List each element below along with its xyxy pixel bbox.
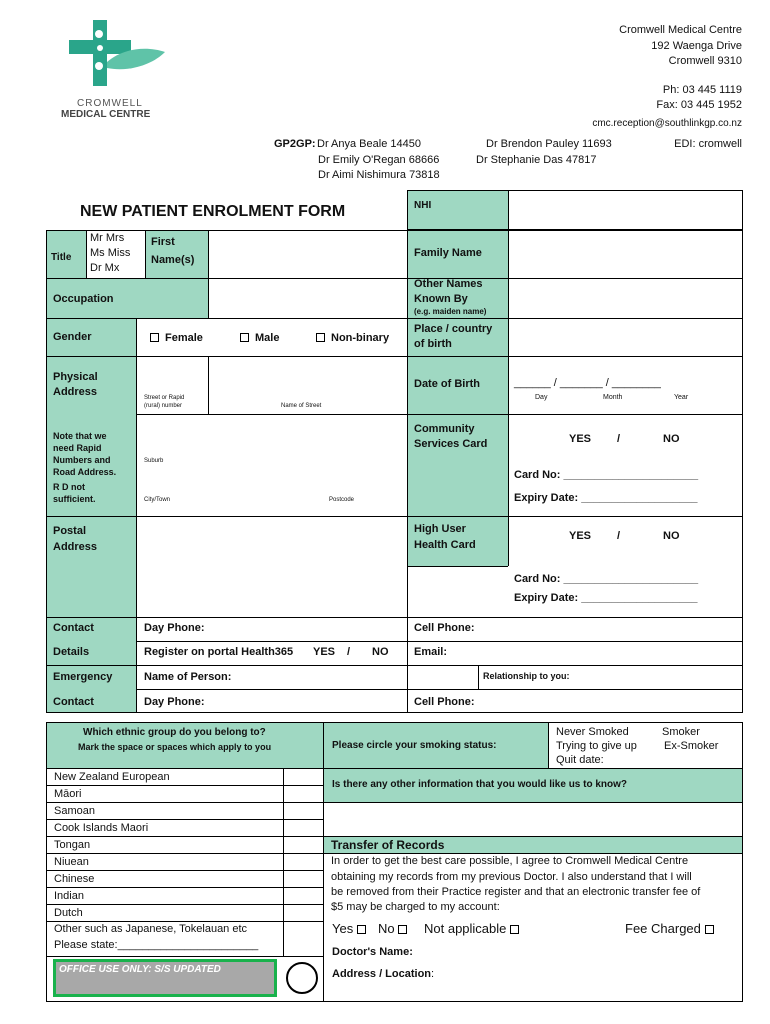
- maiden-hint: (e.g. maiden name): [414, 307, 487, 316]
- relationship-label[interactable]: Relationship to you:: [483, 671, 570, 681]
- first-name-input[interactable]: [210, 232, 405, 276]
- other-info-input[interactable]: [324, 803, 742, 835]
- gender-male[interactable]: Male: [240, 332, 279, 345]
- gender-female[interactable]: Female: [150, 332, 203, 345]
- transfer-yes[interactable]: Yes: [332, 921, 372, 937]
- em-cell-phone-label[interactable]: Cell Phone:: [414, 696, 475, 708]
- portal-no[interactable]: NO: [372, 646, 389, 658]
- portal-slash: /: [347, 646, 351, 658]
- gp2gp-doc-5: Dr Stephanie Das 47817: [476, 154, 597, 166]
- other-info-label: Is there any other information that you would like us to know?: [332, 779, 628, 790]
- postal-address-label-2: Address: [53, 541, 98, 553]
- postal-address-input[interactable]: [138, 518, 405, 615]
- ethnic-group-8[interactable]: Indian: [54, 890, 84, 902]
- postal-address-label-1: Postal: [53, 525, 87, 537]
- occupation-input[interactable]: [210, 280, 405, 316]
- office-use-label: OFFICE USE ONLY: S/S UPDATED: [59, 964, 221, 975]
- smoking-prompt: Please circle your smoking status:: [332, 740, 497, 751]
- clinic-fax: Fax: 03 445 1952: [656, 99, 742, 111]
- email-label[interactable]: Email:: [414, 646, 448, 658]
- ethnic-group-5[interactable]: Tongan: [54, 839, 91, 851]
- dob-year-hint: Year: [674, 394, 689, 401]
- gp2gp-label: GP2GP:: [274, 138, 316, 150]
- emergency-contact-label: Contact: [53, 696, 94, 708]
- register-portal-label: Register on portal Health365: [144, 646, 294, 658]
- clinic-address-3: Cromwell 9310: [668, 55, 742, 67]
- title-option-row3[interactable]: Dr Mx: [90, 262, 120, 274]
- title-option-row2[interactable]: Ms Miss: [90, 247, 131, 259]
- dob-label: Date of Birth: [414, 378, 480, 390]
- male-checkbox[interactable]: [240, 333, 249, 342]
- dob-input[interactable]: ______ / _______ / ________: [514, 377, 661, 389]
- note-line-3: Numbers and: [53, 455, 111, 465]
- transfer-fee-checkbox[interactable]: [705, 925, 714, 934]
- details-label: Details: [53, 646, 90, 658]
- female-checkbox[interactable]: [150, 333, 159, 342]
- transfer-na[interactable]: Not applicable: [424, 921, 525, 937]
- title-option-row1[interactable]: Mr Mrs: [90, 232, 125, 244]
- logo-line1: CROMWELL: [77, 98, 143, 109]
- suburb-input[interactable]: [138, 416, 405, 456]
- clinic-address-2: 192 Waenga Drive: [651, 40, 742, 52]
- form-title: NEW PATIENT ENROLMENT FORM: [80, 203, 346, 220]
- csc-label-1: Community: [414, 423, 475, 435]
- ethnic-group-1[interactable]: New Zealand European: [54, 771, 170, 783]
- note-line-5: R D not: [53, 482, 85, 492]
- smoking-quit[interactable]: Quit date:: [556, 754, 604, 766]
- ethnic-sub: Mark the space or spaces which apply to you: [78, 742, 272, 752]
- ethnic-group-7[interactable]: Chinese: [54, 873, 95, 885]
- clinic-email: cmc.reception@southlinkgp.co.nz: [592, 118, 742, 129]
- family-name-label: Family Name: [414, 247, 482, 259]
- huhc-label-2: Health Card: [414, 539, 476, 551]
- note-line-6: sufficient.: [53, 494, 96, 504]
- transfer-fee[interactable]: Fee Charged: [625, 921, 720, 937]
- physical-address-label-1: Physical: [53, 371, 98, 383]
- office-use-circle: [286, 962, 318, 994]
- street-rapid-hint-2: (rural) number: [144, 403, 183, 409]
- note-line-1: Note that we: [53, 431, 107, 441]
- gender-nonbinary[interactable]: Non-binary: [316, 332, 389, 345]
- city-hint: City/Town: [144, 497, 171, 503]
- transfer-no-checkbox[interactable]: [398, 925, 407, 934]
- ethnic-group-6[interactable]: Niuean: [54, 856, 89, 868]
- transfer-yes-checkbox[interactable]: [357, 925, 366, 934]
- place-birth-input[interactable]: [510, 320, 741, 354]
- address-location-label[interactable]: Address / Location:: [332, 968, 435, 980]
- portal-yes[interactable]: YES: [313, 646, 336, 658]
- nonbinary-checkbox[interactable]: [316, 333, 325, 342]
- ethnic-group-2[interactable]: Māori: [54, 788, 82, 800]
- transfer-no[interactable]: No: [378, 921, 413, 937]
- family-name-input[interactable]: [510, 232, 741, 276]
- gp2gp-doc-3: Dr Aimi Nishimura 73818: [318, 169, 440, 181]
- clinic-logo: [55, 18, 175, 128]
- csc-slash: /: [617, 433, 621, 445]
- name-of-person-label[interactable]: Name of Person:: [144, 671, 232, 683]
- transfer-line-2: obtaining my records from my previous Doctor. I also understand that I will: [331, 871, 692, 883]
- transfer-line-1: In order to get the best care possible, I agree to Cromwell Medical Centre: [331, 855, 689, 867]
- gp2gp-doc-4: Dr Brendon Pauley 11693: [486, 138, 612, 150]
- huhc-card-no[interactable]: Card No: ______________________: [514, 573, 699, 585]
- csc-expiry[interactable]: Expiry Date: ___________________: [514, 492, 698, 504]
- postcode-hint: Postcode: [329, 497, 355, 503]
- clinic-edi: EDI: cromwell: [674, 138, 742, 150]
- ethnic-other-2[interactable]: Please state:_______________________: [54, 939, 259, 951]
- first-name-label-1: First: [151, 236, 175, 248]
- smoking-trying[interactable]: Trying to give up: [556, 740, 637, 752]
- gender-label: Gender: [53, 331, 92, 343]
- csc-no[interactable]: NO: [663, 433, 680, 445]
- city-postcode-input[interactable]: [138, 466, 405, 496]
- clinic-address-1: Cromwell Medical Centre: [619, 24, 742, 36]
- csc-yes[interactable]: YES: [569, 433, 592, 445]
- day-phone-label[interactable]: Day Phone:: [144, 622, 205, 634]
- first-name-label-2: Name(s): [151, 254, 195, 266]
- csc-card-no[interactable]: Card No: ______________________: [514, 469, 699, 481]
- transfer-heading: Transfer of Records: [331, 838, 445, 852]
- suburb-hint: Suburb: [144, 458, 164, 464]
- huhc-expiry[interactable]: Expiry Date: ___________________: [514, 592, 698, 604]
- smoking-smoker[interactable]: Smoker: [662, 726, 700, 738]
- transfer-na-checkbox[interactable]: [510, 925, 519, 934]
- gp2gp-doc-2: Dr Emily O'Regan 68666: [318, 154, 440, 166]
- ethnic-group-3[interactable]: Samoan: [54, 805, 95, 817]
- csc-label-2: Services Card: [414, 438, 488, 450]
- title-label: Title: [51, 252, 72, 263]
- gp2gp-doc-1: Dr Anya Beale 14450: [317, 138, 421, 150]
- transfer-line-4: $5 may be charged to my account:: [331, 901, 500, 913]
- note-line-2: need Rapid: [53, 443, 102, 453]
- dob-month-hint: Month: [603, 394, 623, 401]
- doctor-name-label[interactable]: Doctor's Name:: [332, 946, 413, 958]
- dob-day-hint: Day: [535, 394, 548, 401]
- smoking-never[interactable]: Never Smoked: [556, 726, 629, 738]
- street-rapid-hint-1: Street or Rapid: [144, 395, 185, 401]
- place-birth-label-1: Place / country: [414, 323, 493, 335]
- transfer-line-3: be removed from their Practice register and that an electronic transfer fee of: [331, 886, 701, 898]
- medical-cross-leaf-icon: [55, 18, 175, 98]
- huhc-no[interactable]: NO: [663, 530, 680, 542]
- note-line-4: Road Address.: [53, 467, 117, 477]
- occupation-label: Occupation: [53, 293, 114, 305]
- street-name-hint: Name of Street: [281, 403, 322, 409]
- ethnic-group-9[interactable]: Dutch: [54, 907, 83, 919]
- smoking-ex[interactable]: Ex-Smoker: [664, 740, 719, 752]
- huhc-yes[interactable]: YES: [569, 530, 592, 542]
- street-name-input[interactable]: [210, 358, 405, 402]
- ethnic-heading: Which ethnic group do you belong to?: [83, 727, 266, 738]
- place-birth-label-2: of birth: [414, 338, 452, 350]
- clinic-phone: Ph: 03 445 1119: [662, 84, 742, 96]
- ethnic-other-1[interactable]: Other such as Japanese, Tokelauan etc: [54, 923, 248, 935]
- huhc-label-1: High User: [414, 523, 466, 535]
- em-day-phone-label[interactable]: Day Phone:: [144, 696, 205, 708]
- physical-address-label-2: Address: [53, 386, 98, 398]
- logo-line2: MEDICAL CENTRE: [61, 109, 151, 120]
- other-names-label-2: Known By: [414, 293, 468, 305]
- other-names-input[interactable]: [510, 280, 741, 316]
- nhi-label: NHI: [414, 200, 432, 211]
- other-names-label-1: Other Names: [414, 278, 483, 290]
- street-number-input[interactable]: [138, 358, 207, 394]
- cell-phone-label[interactable]: Cell Phone:: [414, 622, 475, 634]
- office-use-box: [53, 959, 277, 997]
- huhc-slash: /: [617, 530, 621, 542]
- emergency-label: Emergency: [53, 671, 113, 683]
- contact-label: Contact: [53, 622, 94, 634]
- ethnic-group-4[interactable]: Cook Islands Maori: [54, 822, 149, 834]
- nhi-input[interactable]: [510, 192, 741, 228]
